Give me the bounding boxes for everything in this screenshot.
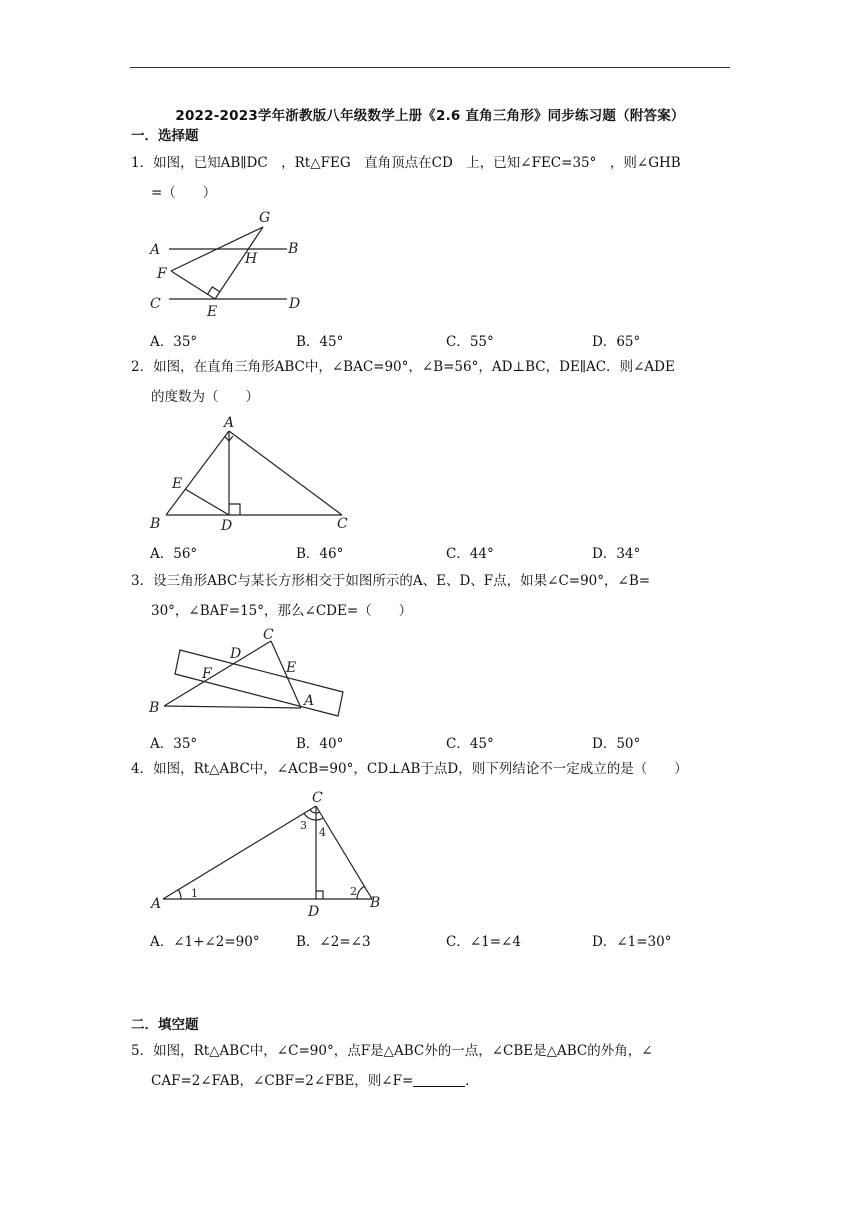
option-a[interactable]: A．56° [150,546,198,562]
question-4-options [150,930,730,950]
question-1-line-2: =（ ） [151,185,217,201]
label-4: 4 [319,826,326,839]
segment-ab [166,431,229,515]
question-3 [131,566,731,626]
label-d: D [230,646,242,662]
label-3: 3 [300,819,307,832]
question-1-figure [145,208,315,323]
question-2-options [150,542,730,562]
option-d[interactable]: D．34° [592,546,641,562]
right-angle-mark-e [208,287,220,294]
label-e: E [207,304,218,320]
question-1-line-1: 1．如图，已知AB∥DC ，Rt△FEG 直角顶点在CD 上，已知∠FEC=35° ，则∠GHB [131,155,681,171]
question-2-line-1: 2．如图，在直角三角形ABC中，∠BAC=90°，∠B=56°，AD⊥BC，DE∥AC．则∠ADE [131,359,675,375]
label-b: B [150,516,161,532]
label-1: 1 [191,887,198,900]
option-b[interactable]: B．45° [296,334,344,350]
option-c[interactable]: C．44° [446,546,494,562]
option-b[interactable]: B．46° [296,546,344,562]
label-d: D [308,904,320,920]
label-2: 2 [350,885,357,898]
question-2-line-2: 的度数为（ ） [151,389,259,405]
label-b: B [370,895,381,911]
angle-arc-2 [357,886,364,899]
question-3-figure [145,626,350,722]
label-f: F [202,666,212,682]
option-c[interactable]: C．45° [446,736,494,752]
segment-cb [316,806,372,899]
question-4 [131,754,731,784]
segment-fe [171,271,215,299]
option-b[interactable]: B．∠2=∠3 [296,934,371,950]
label-b: B [149,700,160,716]
question-5-line-2-end: ． [465,1073,479,1089]
segment-ac [163,806,316,899]
option-d[interactable]: D．65° [592,334,641,350]
label-c: C [263,627,274,643]
right-angle-mark-d [316,891,323,899]
option-d[interactable]: D．∠1=30° [592,934,672,950]
question-2-figure [145,412,360,534]
label-g: G [259,210,271,226]
question-2 [131,352,731,412]
question-4-line-1: 4．如图，Rt△ABC中，∠ACB=90°，CD⊥AB于点D，则下列结论不一定成立的是（ ） [131,761,688,777]
label-d: D [221,518,233,534]
segment-ba [164,706,301,708]
question-3-line-1: 3．设三角形ABC与某长方形相交于如图所示的A、E、D、F点，如果∠C=90°，∠B= [131,573,651,589]
question-5-line-2-text: CAF=2∠FAB，∠CBF=2∠FBE，则∠F= [151,1073,414,1089]
option-d[interactable]: D．50° [592,736,641,752]
option-c[interactable]: C．∠1=∠4 [446,934,521,950]
question-3-options [150,732,730,752]
label-d: D [289,296,301,312]
section-heading-fill-blank: 二．填空题 [131,1017,199,1033]
answer-blank[interactable] [413,1072,465,1087]
segment-de [185,489,229,515]
label-c: C [150,296,161,312]
question-1-options [150,330,730,350]
angle-arc-1 [178,890,181,899]
label-a: A [304,693,315,709]
label-c: C [337,516,348,532]
page-title: 2022-2023学年浙教版八年级数学上册《2.6 直角三角形》同步练习题（附答案） [175,108,685,124]
segment-ac [229,431,342,515]
option-a[interactable]: A．∠1+∠2=90° [150,934,260,950]
right-angle-mark-d [229,504,240,515]
label-a: A [150,242,161,258]
label-h: H [245,251,258,267]
label-c: C [312,790,323,806]
label-a: A [224,415,235,431]
section-heading-choice: 一．选择题 [131,128,199,144]
question-1 [131,148,731,208]
option-c[interactable]: C．55° [446,334,494,350]
label-e: E [172,476,183,492]
label-e: E [286,660,297,676]
option-a[interactable]: A．35° [150,736,198,752]
question-3-line-2: 30°，∠BAF=15°，那么∠CDE=（ ） [151,603,413,619]
option-b[interactable]: B．40° [296,736,344,752]
angle-arc-4 [316,818,323,820]
question-5 [131,1036,731,1096]
label-f: F [157,266,167,282]
option-a[interactable]: A．35° [150,334,198,350]
label-b: B [288,241,299,257]
question-4-figure [145,784,390,920]
top-rule [130,67,730,68]
label-a: A [151,896,162,912]
question-5-line-1: 5．如图，Rt△ABC中，∠C=90°，点F是△ABC外的一点，∠CBE是△ABC的外角，∠ [131,1043,653,1059]
question-5-line-2 [131,1066,731,1096]
